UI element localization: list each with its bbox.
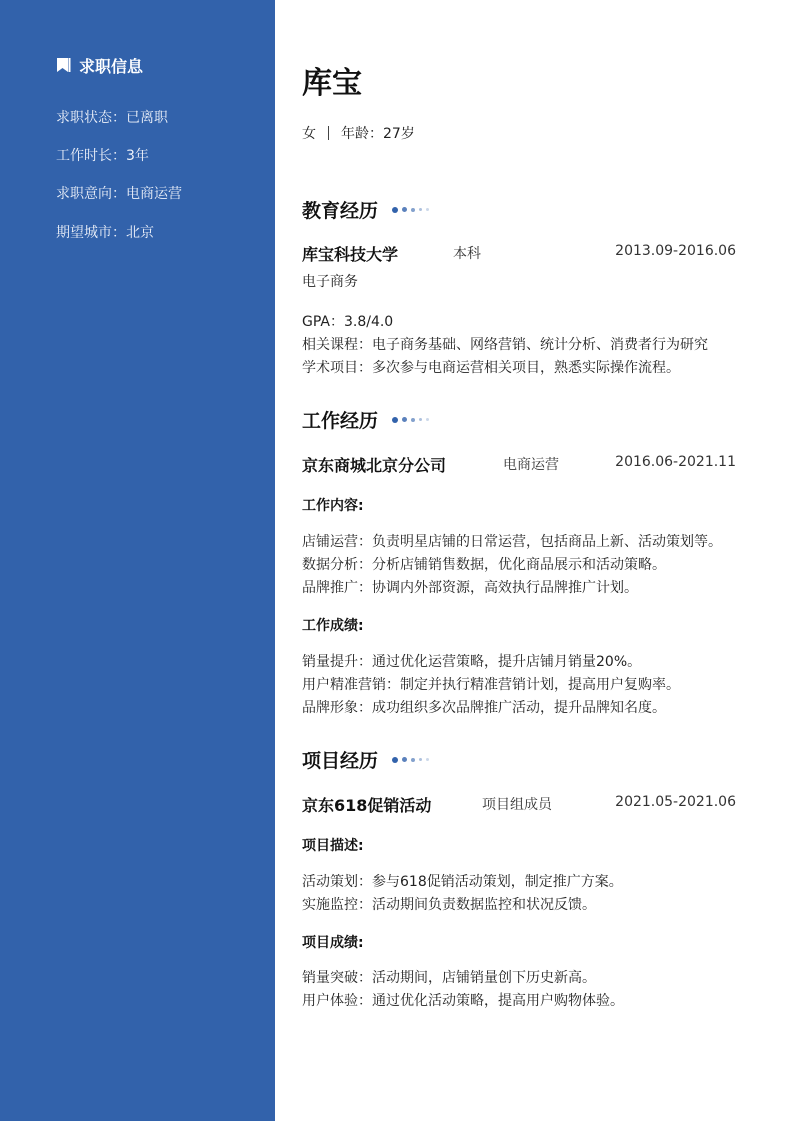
job-status: 求职状态：已离职 (56, 110, 168, 126)
work-date: 2016.06-2021.11 (615, 454, 736, 470)
project-result-line: 用户体验：通过优化活动策略，提高用户购物体验。 (302, 993, 624, 1009)
project-date: 2021.05-2021.06 (615, 794, 736, 810)
project-entry (302, 793, 736, 815)
work-title: 工作经历 (302, 410, 379, 432)
sidebar-title (56, 54, 143, 76)
project-role: 项目组成员 (482, 797, 552, 813)
work-duration: 工作时长：3年 (56, 148, 149, 164)
company-name: 京东商城北京分公司 (302, 456, 447, 475)
school-name: 库宝科技大学 (302, 245, 399, 264)
expected-city: 期望城市：北京 (56, 225, 154, 241)
divider (328, 126, 329, 140)
education-title: 教育经历 (302, 200, 379, 222)
sidebar-title-text: 求职信息 (79, 56, 144, 76)
bookmark-icon (56, 57, 71, 73)
decorative-dots (392, 417, 433, 423)
candidate-name: 库宝 (302, 66, 362, 101)
position: 电商运营 (503, 457, 559, 473)
project-name: 京东618促销活动 (302, 796, 432, 815)
work-content-line: 店铺运营：负责明星店铺的日常运营，包括商品上新、活动策划等。 (302, 534, 722, 550)
age: 年龄：27岁 (341, 126, 415, 142)
project-title: 项目经历 (302, 750, 379, 772)
project-desc-line: 活动策划：参与618促销活动策划，制定推广方案。 (302, 874, 623, 890)
work-entry (302, 453, 736, 475)
basic-info (302, 123, 415, 143)
sidebar (0, 0, 275, 1121)
education-entry (302, 242, 736, 264)
work-result-line: 销量提升：通过优化运营策略，提升店铺月销量20%。 (302, 654, 642, 670)
education-heading (302, 196, 433, 223)
work-results-title: 工作成绩: (302, 618, 364, 634)
project-results-title: 项目成绩: (302, 935, 364, 951)
work-content-line: 品牌推广：协调内外部资源，高效执行品牌推广计划。 (302, 580, 638, 596)
work-result-line: 品牌形象：成功组织多次品牌推广活动，提升品牌知名度。 (302, 700, 666, 716)
project-desc-line: 实施监控：活动期间负责数据监控和状况反馈。 (302, 897, 596, 913)
work-heading (302, 406, 433, 433)
education-line: GPA：3.8/4.0 (302, 314, 394, 330)
project-result-line: 销量突破：活动期间，店铺销量创下历史新高。 (302, 970, 596, 986)
decorative-dots (392, 757, 433, 763)
gender: 女 (302, 126, 316, 142)
education-date: 2013.09-2016.06 (615, 243, 736, 259)
work-content-title: 工作内容: (302, 498, 364, 514)
major: 电子商务 (302, 274, 358, 290)
education-line: 学术项目：多次参与电商运营相关项目，熟悉实际操作流程。 (302, 360, 680, 376)
project-heading (302, 746, 433, 773)
work-content-line: 数据分析：分析店铺销售数据，优化商品展示和活动策略。 (302, 557, 666, 573)
work-result-line: 用户精准营销：制定并执行精准营销计划，提高用户复购率。 (302, 677, 680, 693)
job-intention: 求职意向：电商运营 (56, 186, 182, 202)
degree: 本科 (453, 246, 481, 262)
decorative-dots (392, 207, 433, 213)
project-desc-title: 项目描述: (302, 838, 364, 854)
education-line: 相关课程：电子商务基础、网络营销、统计分析、消费者行为研究 (302, 337, 708, 353)
